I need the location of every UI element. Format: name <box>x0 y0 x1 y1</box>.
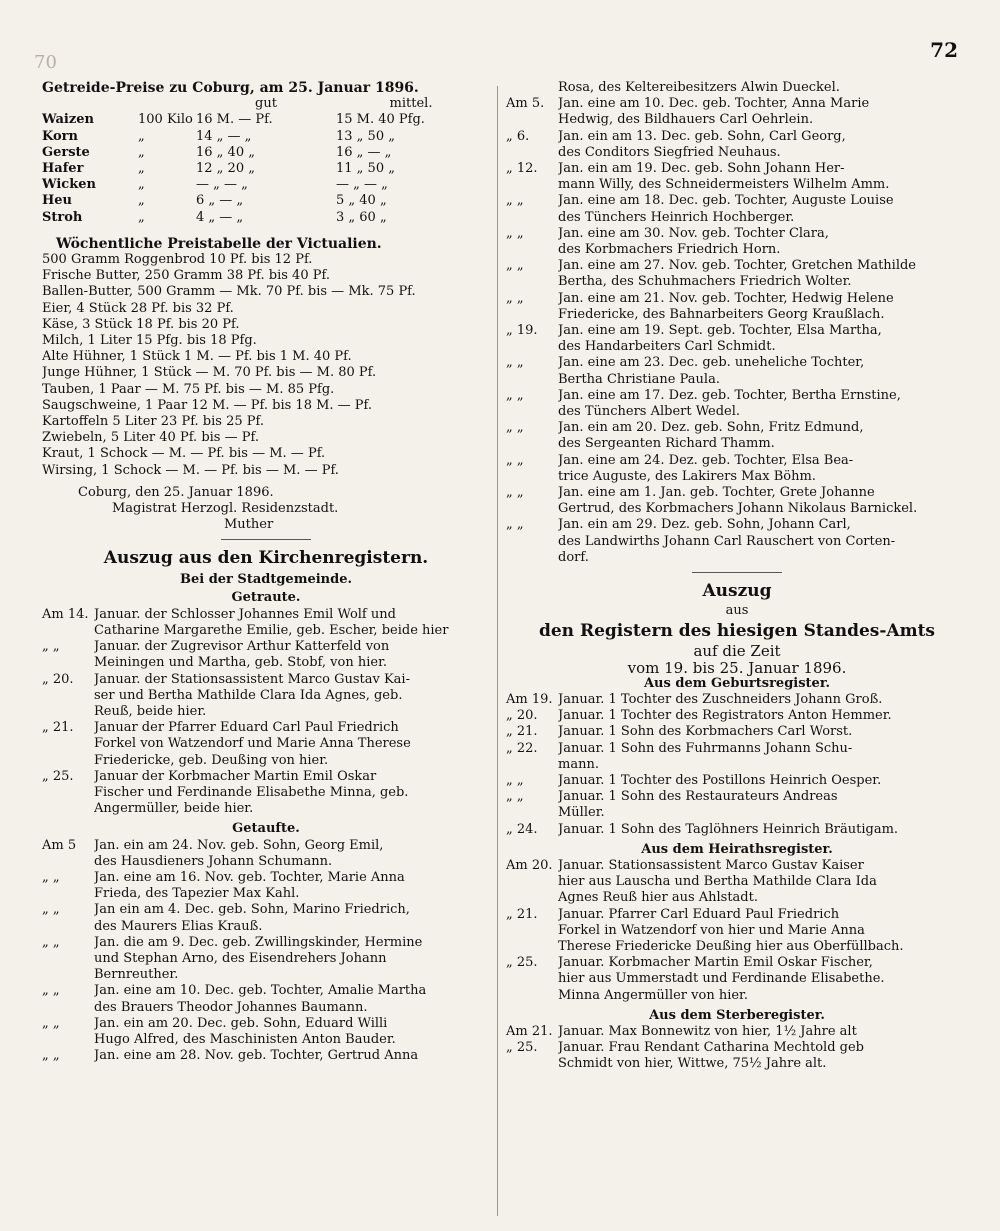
entry-date-label: „ 21. <box>506 906 538 922</box>
grain-price-mittel: 15 M. 40 Pfg. <box>336 112 425 128</box>
baptism-entry <box>506 355 968 387</box>
entry-text <box>94 769 490 818</box>
entry-line: Januar. Stationsassistent Marco Gustav Kaiser <box>558 857 864 873</box>
grain-name: Hafer <box>42 161 84 177</box>
entry-line: Jan. ein am 24. Nov. geb. Sohn, Georg Emil, <box>94 837 384 853</box>
entry-line: mann. <box>558 756 599 772</box>
entry-text <box>558 822 968 838</box>
entry-line: Jan. eine am 24. Dez. geb. Tochter, Elsa Bea- <box>558 452 854 468</box>
grain-prices-table <box>42 112 490 225</box>
entry-date-label: „ „ <box>42 983 60 999</box>
registry-title-4: auf die Zeit <box>693 642 781 661</box>
entry-date-label: Am 21. <box>506 1023 553 1039</box>
entry-text <box>94 983 490 1015</box>
grain-price-row <box>42 112 490 128</box>
entry-line: Reuß, beide hier. <box>94 703 207 719</box>
entry-line: des Hausdieners Johann Schumann. <box>94 853 333 869</box>
victual-price-line: Tauben, 1 Paar — M. 75 Pf. bis — M. 85 Pfg. <box>42 381 335 397</box>
marriage-register-list <box>506 858 968 1004</box>
entry-text <box>94 902 490 934</box>
registry-title-2: aus <box>725 603 749 619</box>
death-entry <box>506 1040 968 1072</box>
entry-line: Hedwig, des Bildhauers Carl Oehrlein. <box>558 112 814 128</box>
baptism-entry <box>506 80 968 96</box>
entry-line: Forkel in Watzendorf von hier und Marie Anna <box>558 922 865 938</box>
entry-date-label: „ „ <box>506 258 524 274</box>
entry-line: Angermüller, beide hier. <box>94 801 254 817</box>
entry-line: des Sergeanten Richard Thamm. <box>558 436 775 452</box>
entry-line: trice Auguste, des Lakirers Max Böhm. <box>558 468 816 484</box>
entry-date-label: „ 6. <box>506 128 530 144</box>
baptism-entry <box>506 291 968 323</box>
entry-date-label: „ „ <box>506 452 524 468</box>
entry-line: Hugo Alfred, des Maschinisten Anton Bauder. <box>94 1031 396 1047</box>
entry-date-label: „ „ <box>42 639 60 655</box>
grain-price-gut: 16 M. — Pf. <box>196 112 273 128</box>
baptism-entry <box>42 1016 490 1048</box>
grain-quantity: „ <box>138 193 145 209</box>
baptism-entry <box>506 129 968 161</box>
victual-prices-list <box>42 252 490 479</box>
entry-text <box>558 129 968 161</box>
victual-price-line: Wirsing, 1 Schock — M. — Pf. bis — M. — Pf. <box>42 462 339 478</box>
baptism-entry <box>506 388 968 420</box>
entry-date-label: „ 25. <box>506 955 538 971</box>
entry-line: mann Willy, des Schneidermeisters Wilhelm Amm. <box>558 177 890 193</box>
marriage-entry <box>42 769 490 818</box>
baptism-entry <box>506 258 968 290</box>
victual-price-line: Kraut, 1 Schock — M. — Pf. bis — M. — Pf. <box>42 446 326 462</box>
grain-price-row <box>42 193 490 209</box>
entry-line: Bertha Christiane Paula. <box>558 371 720 387</box>
entry-line: des Maurers Elias Krauß. <box>94 918 263 934</box>
entry-text <box>94 607 490 639</box>
entry-text <box>558 80 968 96</box>
section-rule <box>692 572 782 573</box>
marriage-entry <box>42 607 490 639</box>
birth-entry <box>506 741 968 773</box>
entry-date-label: „ „ <box>506 772 524 788</box>
baptism-entry <box>42 935 490 984</box>
entry-line: Januar. 1 Tochter des Postillons Heinrich Oesper. <box>558 772 882 788</box>
entry-text <box>558 291 968 323</box>
baptism-entry <box>506 485 968 517</box>
entry-line: Januar. der Stationsassistent Marco Gustav Kai- <box>94 671 410 687</box>
entry-line: Jan. ein am 20. Dec. geb. Sohn, Eduard Willi <box>94 1015 388 1031</box>
baptisms-list <box>42 838 490 1065</box>
right-column <box>506 80 968 1073</box>
marriages-list <box>42 607 490 818</box>
entry-text <box>558 1040 968 1072</box>
entry-line: Friedericke, des Bahnarbeiters Georg Kraußlach. <box>558 306 885 322</box>
baptism-entry <box>506 420 968 452</box>
entry-line: Januar. 1 Sohn des Korbmachers Carl Worst. <box>558 724 853 740</box>
victual-price-line: Ballen-Butter, 500 Gramm — Mk. 70 Pf. bis — Mk. 75 Pf. <box>42 284 416 300</box>
grain-name: Korn <box>42 128 78 144</box>
entry-text <box>558 789 968 821</box>
entry-date-label: „ 19. <box>506 323 538 339</box>
entry-date-label: „ 21. <box>506 724 538 740</box>
entry-date-label: „ 20. <box>506 708 538 724</box>
page-number: 72 <box>930 38 958 62</box>
entry-date-label: „ 25. <box>506 1040 538 1056</box>
entry-date-label: Am 20. <box>506 857 553 873</box>
entry-line: Jan. eine am 16. Nov. geb. Tochter, Marie Anna <box>94 869 405 885</box>
birth-entry <box>506 692 968 708</box>
entry-line: Januar. 1 Sohn des Restaurateurs Andreas <box>558 789 838 805</box>
entry-line: des Tünchers Heinrich Hochberger. <box>558 209 795 225</box>
entry-line: Januar. 1 Sohn des Fuhrmanns Johann Schu- <box>558 740 853 756</box>
entry-date-label: „ 21. <box>42 720 74 736</box>
entry-text <box>558 955 968 1004</box>
grain-quantity: 100 Kilo <box>138 112 193 128</box>
birth-entry <box>506 708 968 724</box>
grain-price-mittel: 16 „ — „ <box>336 144 392 160</box>
baptism-entry <box>506 453 968 485</box>
entry-line: Jan. die am 9. Dec. geb. Zwillingskinder, Hermine <box>94 934 423 950</box>
entry-text <box>94 935 490 984</box>
header-gut: gut <box>255 96 277 112</box>
entry-date-label: „ „ <box>42 902 60 918</box>
entry-line: Jan. ein am 20. Dez. geb. Sohn, Fritz Edmund, <box>558 420 864 436</box>
sign-date: Coburg, den 25. Januar 1896. <box>78 484 274 500</box>
header-mittel: mittel. <box>389 96 433 112</box>
entry-date-label: Am 5. <box>506 96 545 112</box>
church-subtitle: Bei der Stadtgemeinde. <box>179 572 353 588</box>
entry-line: Jan. eine am 1. Jan. geb. Tochter, Grete Johanne <box>558 485 875 501</box>
grain-name: Stroh <box>42 209 83 225</box>
grain-price-gut: 4 „ — „ <box>196 209 244 225</box>
death-entry <box>506 1024 968 1040</box>
entry-line: Agnes Reuß hier aus Ahlstadt. <box>558 890 758 906</box>
registry-title-1: Auszug <box>702 581 772 602</box>
entry-line: Jan. eine am 28. Nov. geb. Tochter, Gertrud Anna <box>94 1048 419 1064</box>
entry-line: Frieda, des Tapezier Max Kahl. <box>94 886 300 902</box>
grain-price-row <box>42 161 490 177</box>
civil-marriage-entry <box>506 907 968 956</box>
marriage-entry <box>42 672 490 721</box>
entry-line: Jan. ein am 29. Dez. geb. Sohn, Johann Carl, <box>558 517 851 533</box>
victual-prices-title: Wöchentliche Preistabelle der Victualien. <box>56 235 382 252</box>
entry-text <box>558 485 968 517</box>
entry-line: Januar. 1 Sohn des Taglöhners Heinrich Bräutigam. <box>558 821 899 837</box>
entry-date-label: „ „ <box>42 1048 60 1064</box>
entry-text <box>558 724 968 740</box>
birth-entry <box>506 789 968 821</box>
entry-line: Bertha, des Schuhmachers Friedrich Wolter. <box>558 274 852 290</box>
entry-date-label: „ 12. <box>506 161 538 177</box>
baptism-entry <box>506 161 968 193</box>
entry-line: Jan. eine am 19. Sept. geb. Tochter, Elsa Martha, <box>558 323 882 339</box>
entry-date-label: „ „ <box>506 225 524 241</box>
baptism-entry <box>42 870 490 902</box>
entry-line: Januar. Frau Rendant Catharina Mechtold geb <box>558 1040 864 1056</box>
grain-name: Wicken <box>42 177 96 193</box>
grain-price-mittel: 5 „ 40 „ <box>336 193 387 209</box>
entry-line: Jan. eine am 10. Dec. geb. Tochter, Anna Marie <box>558 96 870 112</box>
civil-marriage-entry <box>506 858 968 907</box>
grain-price-mittel: — „ — „ <box>336 177 388 193</box>
baptisms-heading: Getaufte. <box>232 821 300 837</box>
entry-text <box>558 355 968 387</box>
baptisms-continued-list <box>506 80 968 566</box>
registry-title-3: den Registern des hiesigen Standes-Amts <box>538 621 935 642</box>
entry-text <box>94 1048 490 1064</box>
grain-price-mittel: 11 „ 50 „ <box>336 161 395 177</box>
entry-text <box>558 193 968 225</box>
grain-quantity: „ <box>138 209 145 225</box>
entry-line: Jan. eine am 21. Nov. geb. Tochter, Hedwig Helene <box>558 290 894 306</box>
left-column <box>42 80 490 1064</box>
victual-price-line: Eier, 4 Stück 28 Pf. bis 32 Pf. <box>42 300 234 316</box>
victual-price-line: Milch, 1 Liter 15 Pfg. bis 18 Pfg. <box>42 333 257 349</box>
entry-line: Catharine Margarethe Emilie, geb. Escher, beide hier <box>94 622 449 638</box>
section-rule <box>221 539 311 540</box>
victual-price-line: Alte Hühner, 1 Stück 1 M. — Pf. bis 1 M. 40 Pf. <box>42 349 352 365</box>
entry-text <box>558 741 968 773</box>
grain-price-mittel: 13 „ 50 „ <box>336 128 395 144</box>
entry-date-label: „ 20. <box>42 671 74 687</box>
entry-line: Jan. ein am 13. Dec. geb. Sohn, Carl Georg, <box>558 128 846 144</box>
baptism-entry <box>506 323 968 355</box>
entry-date-label: „ 25. <box>42 768 74 784</box>
entry-line: Januar. Korbmacher Martin Emil Oskar Fischer, <box>558 955 873 971</box>
entry-text <box>558 708 968 724</box>
entry-text <box>94 720 490 769</box>
entry-line: Jan. eine am 17. Dez. geb. Tochter, Bertha Ernstine, <box>558 387 901 403</box>
entry-line: hier aus Lauscha und Bertha Mathilde Clara Ida <box>558 874 877 890</box>
entry-text <box>558 161 968 193</box>
entry-line: Bernreuther. <box>94 967 179 983</box>
birth-register-list <box>506 692 968 838</box>
grain-name: Heu <box>42 193 73 209</box>
entry-text <box>558 517 968 566</box>
entry-line: Jan. eine am 10. Dec. geb. Tochter, Amalie Martha <box>94 983 427 999</box>
entry-line: Januar. Pfarrer Carl Eduard Paul Friedrich <box>558 906 840 922</box>
entry-line: Gertrud, des Korbmachers Johann Nikolaus Barnickel. <box>558 501 918 517</box>
grain-prices-header <box>42 96 490 112</box>
entry-line: und Stephan Arno, des Eisendrehers Johann <box>94 950 387 966</box>
church-registers-title: Auszug aus den Kirchenregistern. <box>103 548 429 569</box>
victual-price-line: Käse, 3 Stück 18 Pf. bis 20 Pf. <box>42 316 240 332</box>
grain-price-gut: — „ — „ <box>196 177 248 193</box>
entry-line: Januar. 1 Tochter des Registrators Anton Hemmer. <box>558 708 892 724</box>
entry-text <box>558 453 968 485</box>
entry-line: des Brauers Theodor Johannes Baumann. <box>94 999 368 1015</box>
entry-line: Jan. eine am 27. Nov. geb. Tochter, Gretchen Mathilde <box>558 258 917 274</box>
entry-line: des Landwirths Johann Carl Rauschert von Corten- <box>558 533 896 549</box>
entry-text <box>558 1024 968 1040</box>
entry-text <box>94 672 490 721</box>
entry-text <box>558 907 968 956</box>
grain-quantity: „ <box>138 177 145 193</box>
entry-date-label: „ „ <box>42 1015 60 1031</box>
birth-entry <box>506 724 968 740</box>
entry-line: des Tünchers Albert Wedel. <box>558 404 741 420</box>
entry-line: Forkel von Watzendorf und Marie Anna Therese <box>94 736 411 752</box>
entry-date-label: Am 14. <box>42 606 89 622</box>
marriage-entry <box>42 639 490 671</box>
victual-price-line: Junge Hühner, 1 Stück — M. 70 Pf. bis — M. 80 Pf. <box>42 365 377 381</box>
baptism-entry <box>506 517 968 566</box>
grain-name: Gerste <box>42 144 90 160</box>
entry-line: des Handarbeiters Carl Schmidt. <box>558 339 776 355</box>
grain-price-row <box>42 177 490 193</box>
entry-date-label: „ „ <box>506 485 524 501</box>
grain-price-gut: 6 „ — „ <box>196 193 244 209</box>
grain-price-mittel: 3 „ 60 „ <box>336 209 387 225</box>
entry-line: des Korbmachers Friedrich Horn. <box>558 242 781 258</box>
entry-line: Jan. eine am 18. Dec. geb. Tochter, Auguste Louise <box>558 193 894 209</box>
entry-date-label: „ „ <box>506 355 524 371</box>
ghost-page-number: 70 <box>34 52 57 73</box>
baptism-entry <box>506 96 968 128</box>
entry-date-label: „ „ <box>506 517 524 533</box>
entry-text <box>558 420 968 452</box>
entry-line: Januar. der Zugrevisor Arthur Katterfeld von <box>94 639 390 655</box>
entry-text <box>558 323 968 355</box>
marriage-register-heading: Aus dem Heirathsregister. <box>641 841 833 857</box>
entry-line: dorf. <box>558 549 589 565</box>
entry-date-label: „ „ <box>42 934 60 950</box>
entry-text <box>558 692 968 708</box>
baptism-entry <box>42 838 490 870</box>
baptism-entry <box>506 193 968 225</box>
baptism-entry <box>42 902 490 934</box>
entry-line: Januar der Korbmacher Martin Emil Oskar <box>94 768 377 784</box>
grain-prices-title: Getreide-Preise zu Coburg, am 25. Januar 1896. <box>42 80 419 96</box>
entry-line: des Conditors Siegfried Neuhaus. <box>558 144 781 160</box>
entry-text <box>94 639 490 671</box>
birth-entry <box>506 773 968 789</box>
entry-line: Januar. 1 Tochter des Zuschneiders Johann Groß. <box>558 691 883 707</box>
entry-line: Müller. <box>558 805 605 821</box>
column-divider <box>497 86 498 1216</box>
entry-line: ser und Bertha Mathilde Clara Ida Agnes, geb. <box>94 687 403 703</box>
grain-quantity: „ <box>138 144 145 160</box>
entry-text <box>558 388 968 420</box>
entry-date-label: „ „ <box>506 789 524 805</box>
death-register-heading: Aus dem Sterberegister. <box>649 1007 825 1023</box>
entry-date-label: „ 24. <box>506 821 538 837</box>
entry-text <box>558 858 968 907</box>
entry-date-label: Am 5 <box>42 837 77 853</box>
entry-line: Meiningen und Martha, geb. Stobf, von hier. <box>94 655 387 671</box>
victual-price-line: Saugschweine, 1 Paar 12 M. — Pf. bis 18 M. — Pf. <box>42 397 373 413</box>
entry-date-label: „ 22. <box>506 740 538 756</box>
entry-text <box>94 838 490 870</box>
grain-price-gut: 12 „ 20 „ <box>196 161 255 177</box>
civil-marriage-entry <box>506 955 968 1004</box>
grain-price-row <box>42 145 490 161</box>
entry-line: Januar der Pfarrer Eduard Carl Paul Friedrich <box>94 720 399 736</box>
entry-text <box>94 1016 490 1048</box>
grain-price-row <box>42 129 490 145</box>
baptism-entry <box>506 226 968 258</box>
registry-title-5: vom 19. bis 25. Januar 1896. <box>627 658 847 677</box>
entry-date-label <box>506 80 558 96</box>
sign-name: Muther <box>224 517 274 533</box>
entry-text <box>558 258 968 290</box>
grain-quantity: „ <box>138 128 145 144</box>
entry-line: Friedericke, geb. Deußing von hier. <box>94 752 329 768</box>
entry-line: hier aus Ummerstadt und Ferdinande Elisabethe. <box>558 971 885 987</box>
entry-date-label: „ „ <box>506 193 524 209</box>
death-register-list <box>506 1024 968 1073</box>
grain-price-gut: 16 „ 40 „ <box>196 144 255 160</box>
grain-price-row <box>42 210 490 226</box>
victual-price-line: Zwiebeln, 5 Liter 40 Pf. bis — Pf. <box>42 430 259 446</box>
baptism-entry <box>42 1048 490 1064</box>
marriages-heading: Getraute. <box>231 590 301 606</box>
entry-text <box>558 96 968 128</box>
entry-line: Jan. eine am 30. Nov. geb. Tochter Clara, <box>558 225 829 241</box>
sign-authority: Magistrat Herzogl. Residenzstadt. <box>112 501 339 517</box>
entry-line: Januar. der Schlosser Johannes Emil Wolf und <box>94 606 396 622</box>
entry-line: Therese Friedericke Deußing hier aus Oberfüllbach. <box>558 938 904 954</box>
entry-date-label: „ „ <box>42 869 60 885</box>
marriage-entry <box>42 720 490 769</box>
victual-price-line: 500 Gramm Roggenbrod 10 Pf. bis 12 Pf. <box>42 252 313 268</box>
entry-line: Jan. eine am 23. Dec. geb. uneheliche Tochter, <box>558 355 865 371</box>
baptism-entry <box>42 983 490 1015</box>
entry-line: Fischer und Ferdinande Elisabethe Minna, geb. <box>94 784 409 800</box>
entry-date-label: „ „ <box>506 290 524 306</box>
birth-register-heading: Aus dem Geburtsregister. <box>643 675 831 691</box>
grain-price-gut: 14 „ — „ <box>196 128 252 144</box>
entry-line: Minna Angermüller von hier. <box>558 987 748 1003</box>
entry-text <box>558 226 968 258</box>
entry-line: Schmidt von hier, Wittwe, 75½ Jahre alt. <box>558 1056 827 1072</box>
entry-date-label: „ „ <box>506 420 524 436</box>
grain-quantity: „ <box>138 161 145 177</box>
entry-date-label: Am 19. <box>506 691 553 707</box>
entry-line: Rosa, des Keltereibesitzers Alwin Dueckel. <box>558 80 840 95</box>
victual-price-line: Kartoffeln 5 Liter 23 Pf. bis 25 Pf. <box>42 414 264 430</box>
entry-text <box>558 773 968 789</box>
birth-entry <box>506 822 968 838</box>
entry-line: Jan ein am 4. Dec. geb. Sohn, Marino Friedrich, <box>94 902 410 918</box>
entry-text <box>94 870 490 902</box>
entry-date-label: „ „ <box>506 387 524 403</box>
grain-name: Waizen <box>42 112 94 128</box>
victual-price-line: Frische Butter, 250 Gramm 38 Pf. bis 40 Pf. <box>42 268 330 284</box>
entry-line: Jan. ein am 19. Dec. geb. Sohn Johann Her- <box>558 161 845 177</box>
entry-line: Januar. Max Bonnewitz von hier, 1½ Jahre alt <box>558 1023 857 1039</box>
